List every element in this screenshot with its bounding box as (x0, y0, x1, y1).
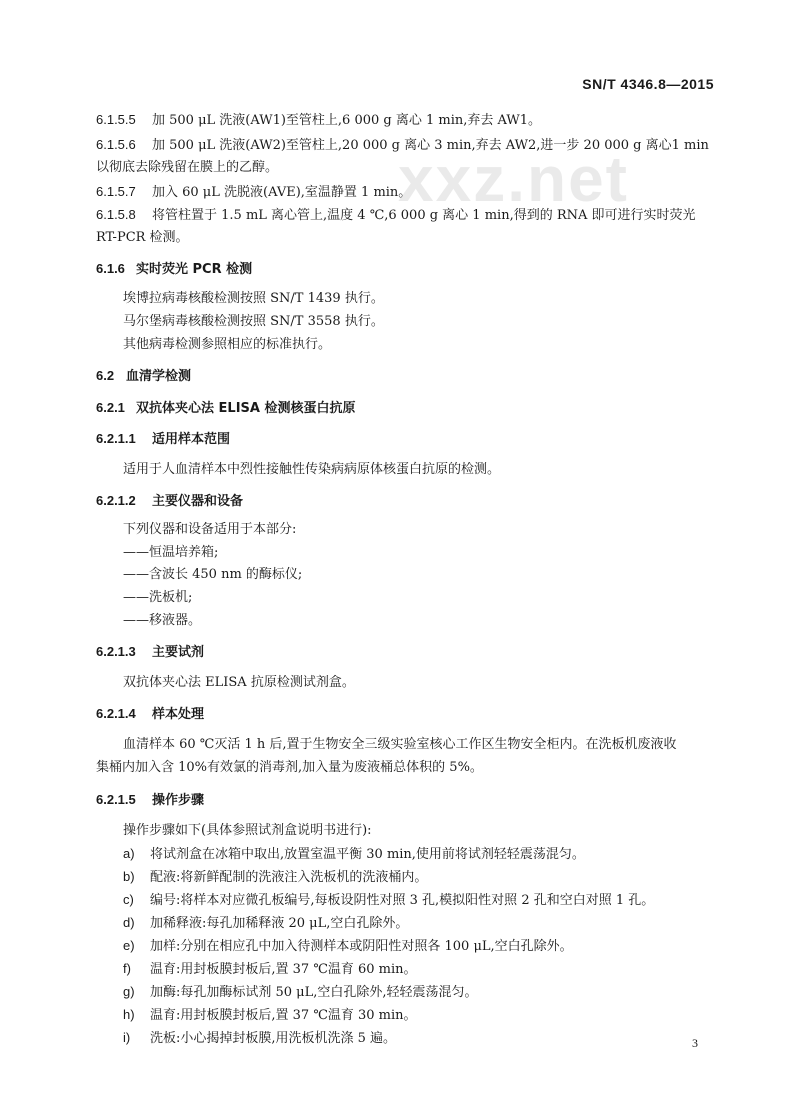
step-label: g) (123, 984, 135, 999)
clause-6-1-5-8-continued: RT-PCR 检测。 (96, 230, 189, 245)
heading-6-2-1-1 (96, 430, 230, 449)
heading-6-2-1-2 (96, 492, 243, 511)
list-item: ——洗板机; (123, 590, 193, 605)
heading-text: 主要试剂 (152, 645, 205, 660)
heading-number: 6.2.1.2 (96, 493, 136, 508)
clause-text: 加 500 μL 洗液(AW2)至管柱上,20 000 g 离心 3 min,弃去 AW2,进一步 20 000 g 离心1 min (152, 138, 709, 153)
step-label: f) (123, 961, 131, 976)
heading-number: 6.2 (96, 368, 115, 383)
heading-number: 6.2.1.4 (96, 706, 136, 721)
step-text: 温育:用封板膜封板后,置 37 ℃温育 30 min。 (150, 1008, 417, 1023)
clause-6-1-5-6 (96, 136, 709, 155)
page-number: 3 (692, 1036, 698, 1050)
paragraph-line: 双抗体夹心法 ELISA 抗原检测试剂盒。 (123, 675, 355, 690)
paragraph-line: 下列仪器和设备适用于本部分: (123, 522, 297, 537)
list-item: ——恒温培养箱; (123, 545, 219, 560)
heading-text: 样本处理 (152, 707, 205, 722)
step-item (123, 868, 427, 887)
clause-6-1-5-6-continued: 以彻底去除残留在膜上的乙醇。 (96, 160, 279, 175)
clause-6-1-5-7 (96, 183, 411, 202)
step-label: e) (123, 938, 135, 953)
heading-number: 6.2.1.1 (96, 431, 136, 446)
heading-6-2-1-3 (96, 643, 204, 662)
list-item: ——移液器。 (123, 613, 202, 628)
watermark: xxz.net (398, 143, 629, 215)
clause-6-1-5-8 (96, 206, 696, 225)
step-text: 温育:用封板膜封板后,置 37 ℃温育 60 min。 (150, 962, 417, 977)
paragraph-line: 血清样本 60 ℃灭活 1 h 后,置于生物安全三级实验室核心工作区生物安全柜内。在洗板机废液收 (123, 737, 677, 752)
paragraph-line: 其他病毒检测参照相应的标准执行。 (123, 337, 332, 352)
clause-number: 6.1.5.6 (96, 137, 136, 152)
step-text: 洗板:小心揭掉封板膜,用洗板机洗涤 5 遍。 (150, 1031, 397, 1046)
step-label: c) (123, 892, 134, 907)
paragraph-line: 埃博拉病毒核酸检测按照 SN/T 1439 执行。 (123, 291, 384, 306)
heading-text: 实时荧光 PCR 检测 (136, 262, 253, 277)
heading-6-2-1 (96, 399, 355, 418)
clause-number: 6.1.5.8 (96, 207, 136, 222)
clause-text: 加入 60 μL 洗脱液(AVE),室温静置 1 min。 (152, 185, 412, 200)
step-item (123, 937, 573, 956)
heading-number: 6.1.6 (96, 261, 125, 276)
heading-6-2 (96, 367, 191, 386)
clause-number: 6.1.5.5 (96, 112, 136, 127)
heading-text: 操作步骤 (152, 793, 205, 808)
step-text: 加酶:每孔加酶标试剂 50 μL,空白孔除外,轻轻震荡混匀。 (150, 985, 478, 1000)
step-label: i) (123, 1030, 131, 1045)
step-item (123, 891, 654, 910)
step-item (123, 983, 478, 1002)
step-item (123, 1006, 417, 1025)
standard-code: SN/T 4346.8—2015 (582, 76, 714, 92)
heading-6-1-6 (96, 260, 252, 279)
heading-text: 适用样本范围 (152, 432, 231, 447)
step-text: 加样:分别在相应孔中加入待测样本或阴阳性对照各 100 μL,空白孔除外。 (150, 939, 573, 954)
step-text: 编号:将样本对应微孔板编号,每板设阴性对照 3 孔,模拟阳性对照 2 孔和空白对照 1 孔。 (150, 893, 655, 908)
step-label: d) (123, 915, 135, 930)
clause-number: 6.1.5.7 (96, 184, 136, 199)
heading-text: 血清学检测 (126, 369, 192, 384)
clause-text: 加 500 μL 洗液(AW1)至管柱上,6 000 g 离心 1 min,弃去 AW1。 (152, 113, 542, 128)
step-label: h) (123, 1007, 135, 1022)
step-item (123, 914, 408, 933)
list-item: ——含波长 450 nm 的酶标仪; (123, 567, 303, 582)
heading-6-2-1-4 (96, 705, 204, 724)
heading-number: 6.2.1.5 (96, 792, 136, 807)
step-label: b) (123, 869, 135, 884)
step-item (123, 845, 585, 864)
heading-number: 6.2.1.3 (96, 644, 136, 659)
heading-text: 双抗体夹心法 ELISA 检测核蛋白抗原 (136, 401, 356, 416)
heading-6-2-1-5 (96, 791, 204, 810)
paragraph-line: 集桶内加入含 10%有效氯的消毒剂,加入量为废液桶总体积的 5%。 (96, 760, 483, 775)
step-item (123, 1029, 396, 1048)
step-text: 加稀释液:每孔加稀释液 20 μL,空白孔除外。 (150, 916, 409, 931)
step-label: a) (123, 846, 135, 861)
step-text: 配液:将新鲜配制的洗液注入洗板机的洗液桶内。 (150, 870, 428, 885)
heading-text: 主要仪器和设备 (152, 494, 244, 509)
step-text: 将试剂盒在冰箱中取出,放置室温平衡 30 min,使用前将试剂轻轻震荡混匀。 (150, 847, 585, 862)
step-item (123, 960, 417, 979)
paragraph-line: 适用于人血清样本中烈性接触性传染病病原体核蛋白抗原的检测。 (123, 462, 501, 477)
clause-6-1-5-5 (96, 111, 541, 130)
paragraph-line: 马尔堡病毒核酸检测按照 SN/T 3558 执行。 (123, 314, 384, 329)
paragraph-line: 操作步骤如下(具体参照试剂盒说明书进行): (123, 823, 372, 838)
clause-text: 将管柱置于 1.5 mL 离心管上,温度 4 ℃,6 000 g 离心 1 min,得到的 RNA 即可进行实时荧光 (152, 208, 696, 223)
heading-number: 6.2.1 (96, 400, 125, 415)
